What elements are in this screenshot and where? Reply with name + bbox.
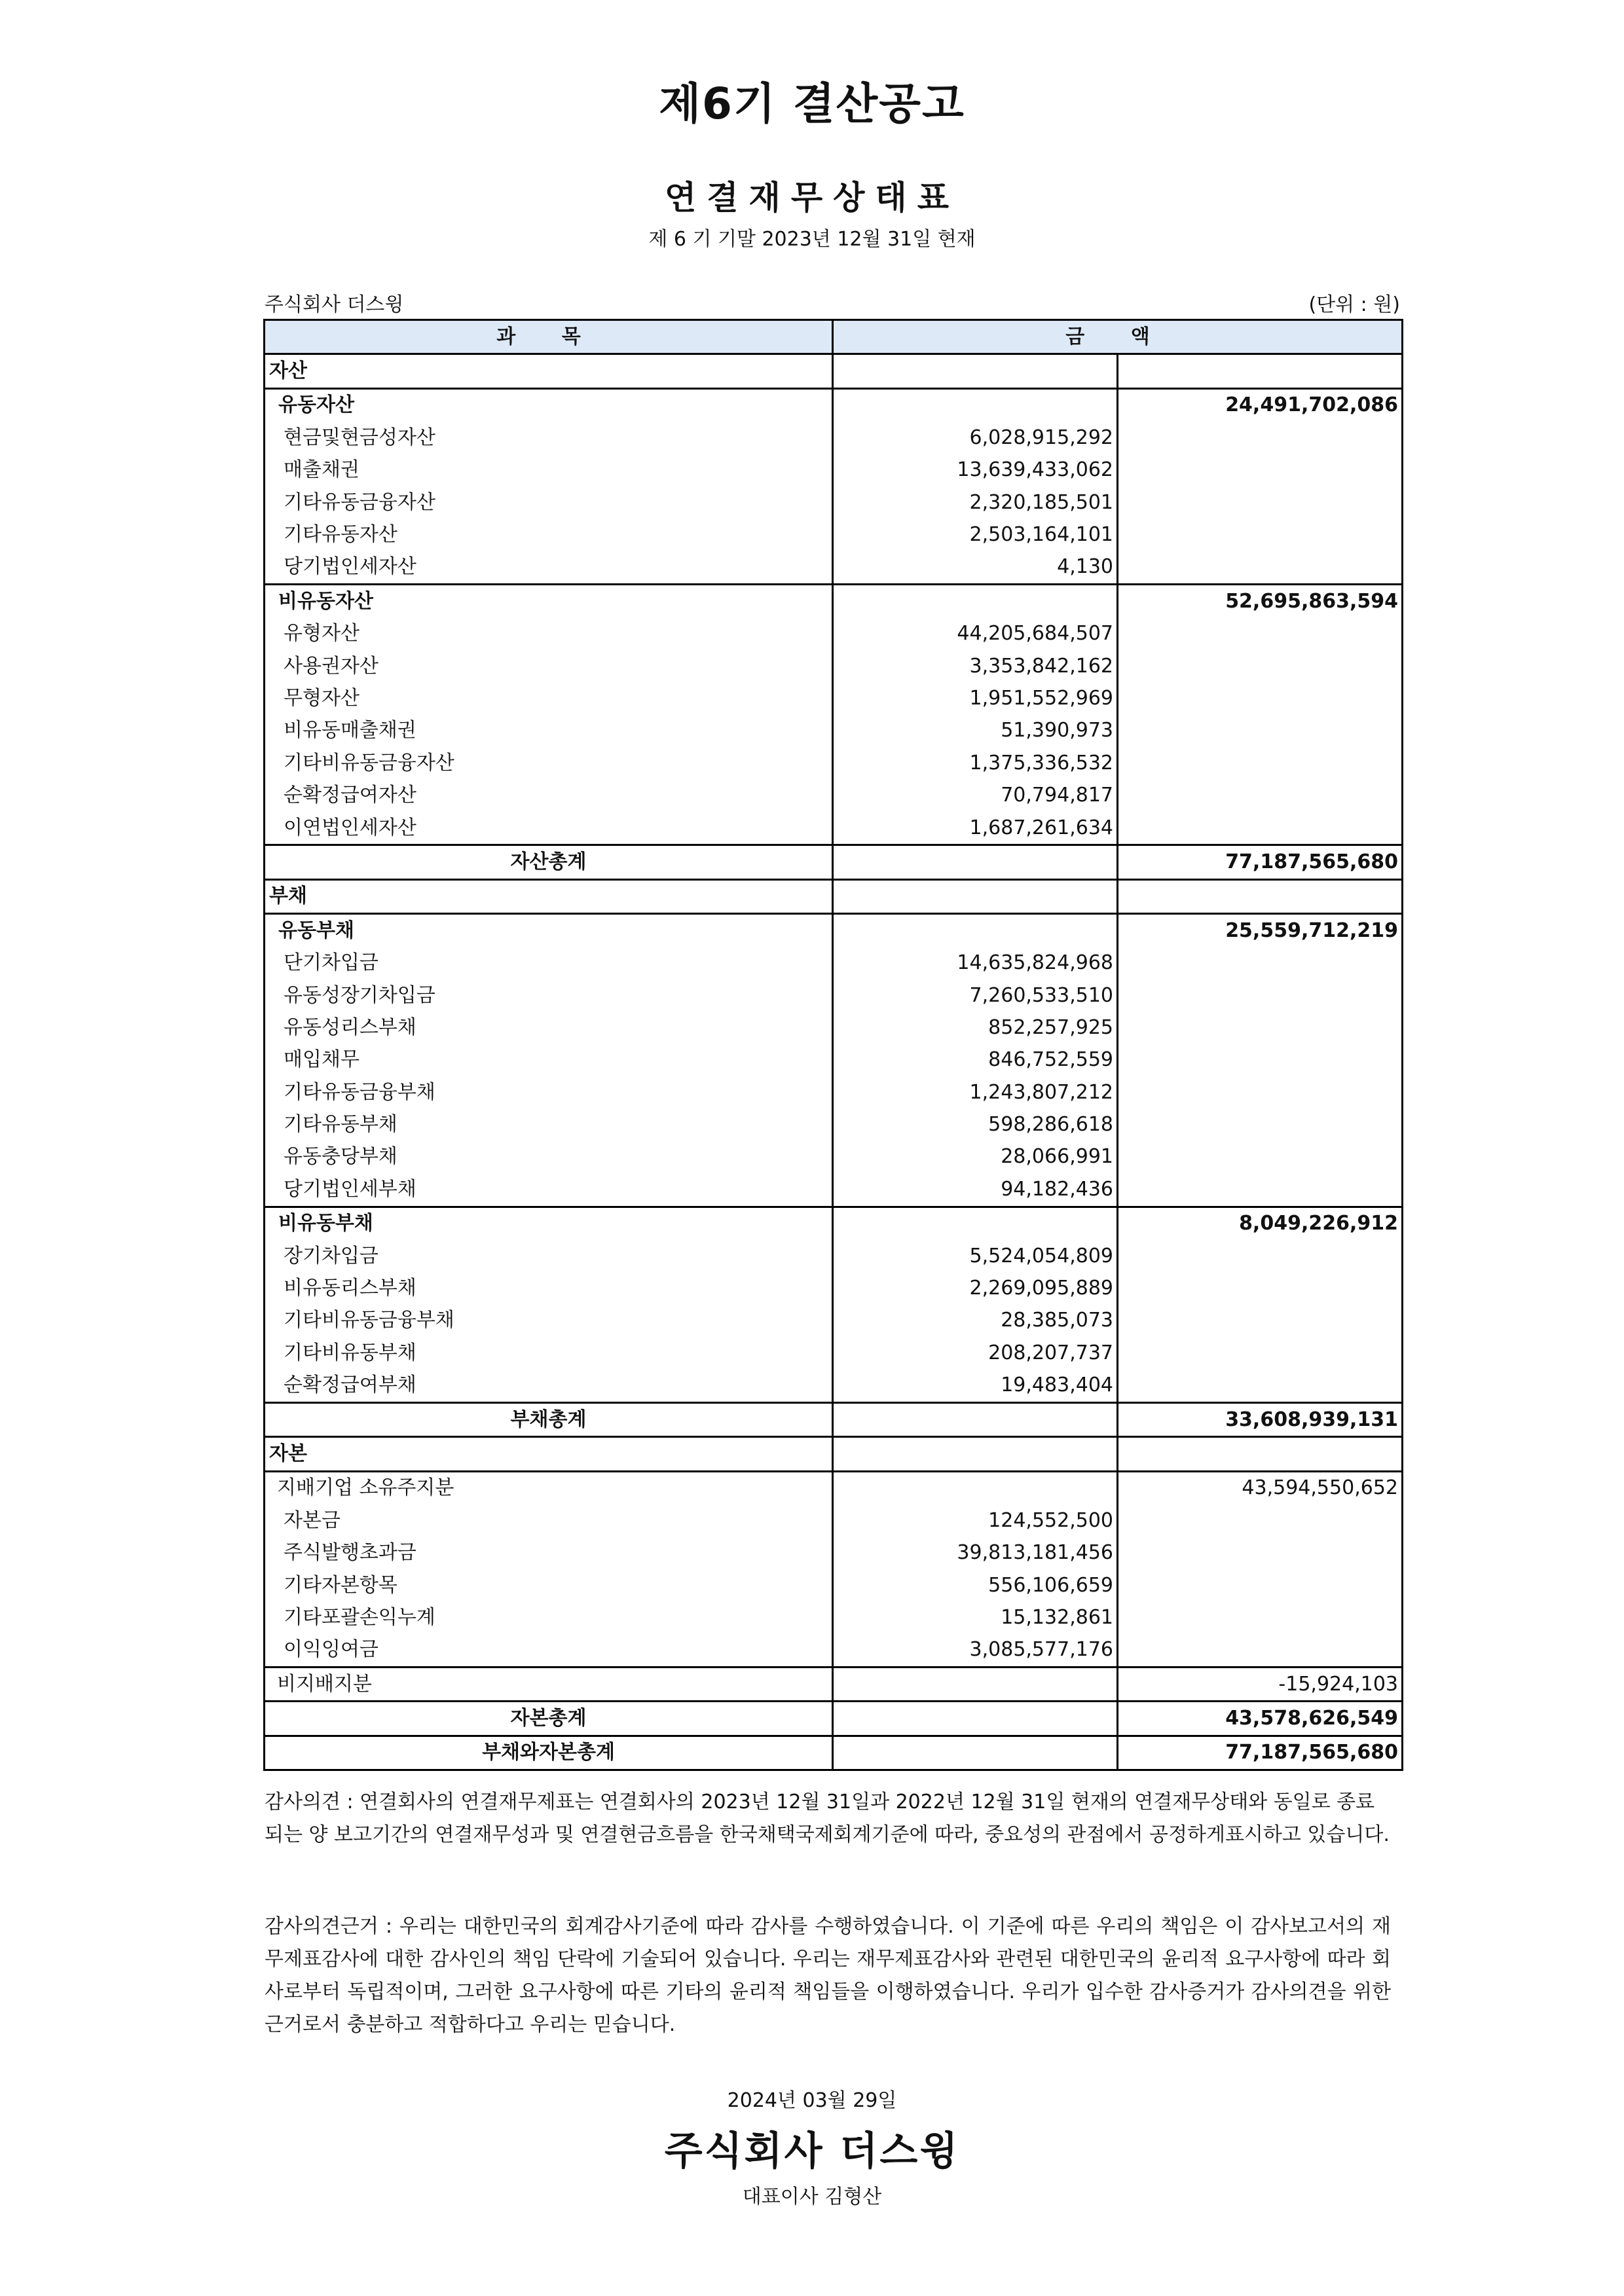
row-total — [1118, 422, 1403, 454]
table-row — [265, 1305, 1403, 1337]
row-subject: 유동부채 — [265, 914, 833, 947]
balance-sheet-table — [263, 319, 1403, 1771]
row-amount — [833, 388, 1118, 422]
row-subject: 주식발행초과금 — [265, 1537, 833, 1569]
table-row — [265, 1370, 1403, 1403]
row-amount: 3,085,577,176 — [833, 1634, 1118, 1667]
currency-unit-label: (단위 : 원) — [1308, 293, 1400, 316]
row-total — [1118, 947, 1403, 979]
table-row — [265, 585, 1403, 618]
row-amount: 7,260,533,510 — [833, 979, 1118, 1011]
table-row — [265, 1272, 1403, 1304]
table-row — [265, 519, 1403, 551]
table-row — [265, 779, 1403, 811]
row-amount: 852,257,925 — [833, 1011, 1118, 1044]
row-amount: 2,269,095,889 — [833, 1272, 1118, 1304]
row-total — [1118, 1044, 1403, 1076]
row-amount: 15,132,861 — [833, 1601, 1118, 1633]
subject-column-header: 과 목 — [265, 320, 833, 354]
row-amount — [833, 1402, 1118, 1436]
row-amount — [833, 1667, 1118, 1702]
row-amount: 3,353,842,162 — [833, 650, 1118, 682]
row-amount: 94,182,436 — [833, 1173, 1118, 1207]
row-amount — [833, 1736, 1118, 1770]
row-subject: 비지배지분 — [265, 1667, 833, 1702]
row-amount: 14,635,824,968 — [833, 947, 1118, 979]
table-row — [265, 486, 1403, 519]
row-subject: 기타비유동금융부채 — [265, 1305, 833, 1337]
table-row — [265, 1702, 1403, 1736]
row-total — [1118, 1537, 1403, 1569]
row-total — [1118, 1141, 1403, 1173]
row-subject: 유형자산 — [265, 618, 833, 650]
row-total — [1118, 1108, 1403, 1140]
table-row — [265, 454, 1403, 486]
row-total — [1118, 979, 1403, 1011]
table-row — [265, 1471, 1403, 1504]
row-total: 25,559,712,219 — [1118, 914, 1403, 947]
row-total: -15,924,103 — [1118, 1667, 1403, 1702]
row-subject: 단기차입금 — [265, 947, 833, 979]
row-total: 77,187,565,680 — [1118, 1736, 1403, 1770]
row-amount — [833, 585, 1118, 618]
row-total — [1118, 1173, 1403, 1207]
row-amount: 70,794,817 — [833, 779, 1118, 811]
table-row — [265, 715, 1403, 747]
row-amount: 28,385,073 — [833, 1305, 1118, 1337]
row-subject: 유동충당부채 — [265, 1141, 833, 1173]
row-subject: 순확정급여자산 — [265, 779, 833, 811]
row-amount: 28,066,991 — [833, 1141, 1118, 1173]
row-total — [1118, 650, 1403, 682]
row-subject: 자본 — [265, 1437, 833, 1471]
row-subject: 지배기업 소유주지분 — [265, 1471, 833, 1504]
row-total — [1118, 1437, 1403, 1471]
row-amount: 1,687,261,634 — [833, 812, 1118, 845]
row-subject: 자본총계 — [265, 1702, 833, 1736]
table-row — [265, 1011, 1403, 1044]
row-amount: 19,483,404 — [833, 1370, 1118, 1403]
row-amount: 1,375,336,532 — [833, 747, 1118, 779]
row-subject: 기타자본항목 — [265, 1569, 833, 1601]
row-amount: 13,639,433,062 — [833, 454, 1118, 486]
row-total — [1118, 1011, 1403, 1044]
row-total — [1118, 486, 1403, 519]
audit-opinion-basis: 감사의견근거 : 우리는 대한민국의 회계감사기준에 따라 감사를 수행하였습니다. 이 기준에 따른 우리의 책임은 이 감사보고서의 재무제표감사에 대한 감사인의 책임 단락에 기술되어 있습니다. 우리는 재무제표감사와 관련된 대한민국의 윤리적 요구사항에 따라 회사로부터 독립적이며, 그러한 요구사항에 따른 기타의 윤리적 책임들을 이행하였습니다. 우리가 입수한 감사증거가 감사의견을 위한 근거로서 충분하고 적합하다고 우리는 믿습니다. — [265, 1915, 1391, 2036]
table-row — [265, 551, 1403, 585]
row-total: 52,695,863,594 — [1118, 585, 1403, 618]
table-row — [265, 747, 1403, 779]
table-row — [265, 1569, 1403, 1601]
row-amount: 124,552,500 — [833, 1504, 1118, 1537]
row-subject: 기타유동금융자산 — [265, 486, 833, 519]
announcement-date: 2024년 03월 29일 — [727, 2089, 897, 2112]
company-name-label: 주식회사 더스윙 — [265, 293, 404, 316]
row-amount: 1,243,807,212 — [833, 1076, 1118, 1108]
row-subject: 기타유동금융부채 — [265, 1076, 833, 1108]
table-header-row — [265, 320, 1403, 354]
table-row — [265, 1601, 1403, 1633]
statement-title: 연결재무상태표 — [664, 179, 960, 217]
row-total — [1118, 1601, 1403, 1633]
table-row — [265, 1537, 1403, 1569]
row-subject: 무형자산 — [265, 682, 833, 714]
table-row — [265, 1634, 1403, 1667]
row-total — [1118, 1272, 1403, 1304]
table-row — [265, 1173, 1403, 1207]
table-row — [265, 1667, 1403, 1702]
row-subject: 자산총계 — [265, 845, 833, 879]
row-subject: 이연법인세자산 — [265, 812, 833, 845]
row-total: 77,187,565,680 — [1118, 845, 1403, 879]
table-row — [265, 650, 1403, 682]
table-row — [265, 388, 1403, 422]
table-row — [265, 1437, 1403, 1471]
row-total — [1118, 747, 1403, 779]
table-row — [265, 1207, 1403, 1240]
table-row — [265, 1504, 1403, 1537]
row-subject: 기타비유동부채 — [265, 1337, 833, 1369]
row-amount: 5,524,054,809 — [833, 1240, 1118, 1272]
row-amount: 51,390,973 — [833, 715, 1118, 747]
table-row — [265, 979, 1403, 1011]
row-subject: 당기법인세부채 — [265, 1173, 833, 1207]
table-row — [265, 1141, 1403, 1173]
table-row — [265, 879, 1403, 913]
row-subject: 장기차입금 — [265, 1240, 833, 1272]
statement-period: 제 6 기 기말 2023년 12월 31일 현재 — [648, 228, 976, 251]
row-subject: 부채 — [265, 879, 833, 913]
row-subject: 사용권자산 — [265, 650, 833, 682]
table-row — [265, 682, 1403, 714]
row-amount — [833, 1437, 1118, 1471]
row-amount: 2,320,185,501 — [833, 486, 1118, 519]
row-total — [1118, 715, 1403, 747]
row-amount: 44,205,684,507 — [833, 618, 1118, 650]
row-amount — [833, 914, 1118, 947]
table-row — [265, 1736, 1403, 1770]
row-amount — [833, 879, 1118, 913]
document-title: 제6기 결산공고 — [659, 79, 965, 129]
row-total — [1118, 354, 1403, 388]
row-subject: 비유동리스부채 — [265, 1272, 833, 1304]
table-row — [265, 1044, 1403, 1076]
row-total: 43,594,550,652 — [1118, 1471, 1403, 1504]
row-subject: 부채와자본총계 — [265, 1736, 833, 1770]
row-total — [1118, 812, 1403, 845]
table-row — [265, 947, 1403, 979]
table-row — [265, 1402, 1403, 1436]
row-amount: 556,106,659 — [833, 1569, 1118, 1601]
row-subject: 기타비유동금융자산 — [265, 747, 833, 779]
row-subject: 순확정급여부채 — [265, 1370, 833, 1403]
row-total — [1118, 1634, 1403, 1667]
row-amount: 846,752,559 — [833, 1044, 1118, 1076]
row-total — [1118, 779, 1403, 811]
row-subject: 기타유동자산 — [265, 519, 833, 551]
row-total — [1118, 1569, 1403, 1601]
company-name-signature: 주식회사 더스윙 — [664, 2128, 960, 2174]
table-row — [265, 812, 1403, 845]
row-subject: 유동성장기차입금 — [265, 979, 833, 1011]
row-subject: 유동자산 — [265, 388, 833, 422]
row-amount: 2,503,164,101 — [833, 519, 1118, 551]
row-subject: 현금및현금성자산 — [265, 422, 833, 454]
row-amount — [833, 1471, 1118, 1504]
row-total — [1118, 1240, 1403, 1272]
row-total: 33,608,939,131 — [1118, 1402, 1403, 1436]
table-row — [265, 422, 1403, 454]
row-amount: 4,130 — [833, 551, 1118, 585]
row-total: 24,491,702,086 — [1118, 388, 1403, 422]
row-total — [1118, 1337, 1403, 1369]
row-total — [1118, 454, 1403, 486]
row-amount: 39,813,181,456 — [833, 1537, 1118, 1569]
row-amount — [833, 845, 1118, 879]
row-total — [1118, 879, 1403, 913]
row-total: 43,578,626,549 — [1118, 1702, 1403, 1736]
table-row — [265, 1240, 1403, 1272]
row-total — [1118, 1305, 1403, 1337]
amount-column-header: 금 액 — [833, 320, 1403, 354]
row-subject: 자산 — [265, 354, 833, 388]
row-amount: 6,028,915,292 — [833, 422, 1118, 454]
table-row — [265, 1337, 1403, 1369]
row-amount: 1,951,552,969 — [833, 682, 1118, 714]
row-total — [1118, 682, 1403, 714]
row-subject: 비유동부채 — [265, 1207, 833, 1240]
row-total — [1118, 1370, 1403, 1403]
row-total: 8,049,226,912 — [1118, 1207, 1403, 1240]
row-amount: 208,207,737 — [833, 1337, 1118, 1369]
ceo-name: 대표이사 김형산 — [742, 2185, 882, 2208]
table-row — [265, 845, 1403, 879]
row-total — [1118, 618, 1403, 650]
row-subject: 자본금 — [265, 1504, 833, 1537]
row-total — [1118, 1504, 1403, 1537]
table-row — [265, 354, 1403, 388]
table-row — [265, 618, 1403, 650]
row-subject: 매출채권 — [265, 454, 833, 486]
table-row — [265, 1076, 1403, 1108]
row-subject: 기타포괄손익누계 — [265, 1601, 833, 1633]
row-subject: 이익잉여금 — [265, 1634, 833, 1667]
row-subject: 비유동자산 — [265, 585, 833, 618]
row-total — [1118, 519, 1403, 551]
audit-opinion: 감사의견 : 연결회사의 연결재무제표는 연결회사의 2023년 12월 31일과 2022년 12월 31일 현재의 연결재무상태와 동일로 종료되는 양 보고기간의 연결재무성과 및 연결현금흐름을 한국채택국제회계기준에 따라, 중요성의 관점에서 공정하게표시하고 있습니다. — [265, 1791, 1390, 1846]
row-subject: 매입채무 — [265, 1044, 833, 1076]
row-amount: 598,286,618 — [833, 1108, 1118, 1140]
table-row — [265, 914, 1403, 947]
row-amount — [833, 1702, 1118, 1736]
row-total — [1118, 551, 1403, 585]
table-row — [265, 1108, 1403, 1140]
row-amount — [833, 1207, 1118, 1240]
row-subject: 유동성리스부채 — [265, 1011, 833, 1044]
row-subject: 기타유동부채 — [265, 1108, 833, 1140]
row-subject: 부채총계 — [265, 1402, 833, 1436]
row-amount — [833, 354, 1118, 388]
row-total — [1118, 1076, 1403, 1108]
row-subject: 당기법인세자산 — [265, 551, 833, 585]
row-subject: 비유동매출채권 — [265, 715, 833, 747]
